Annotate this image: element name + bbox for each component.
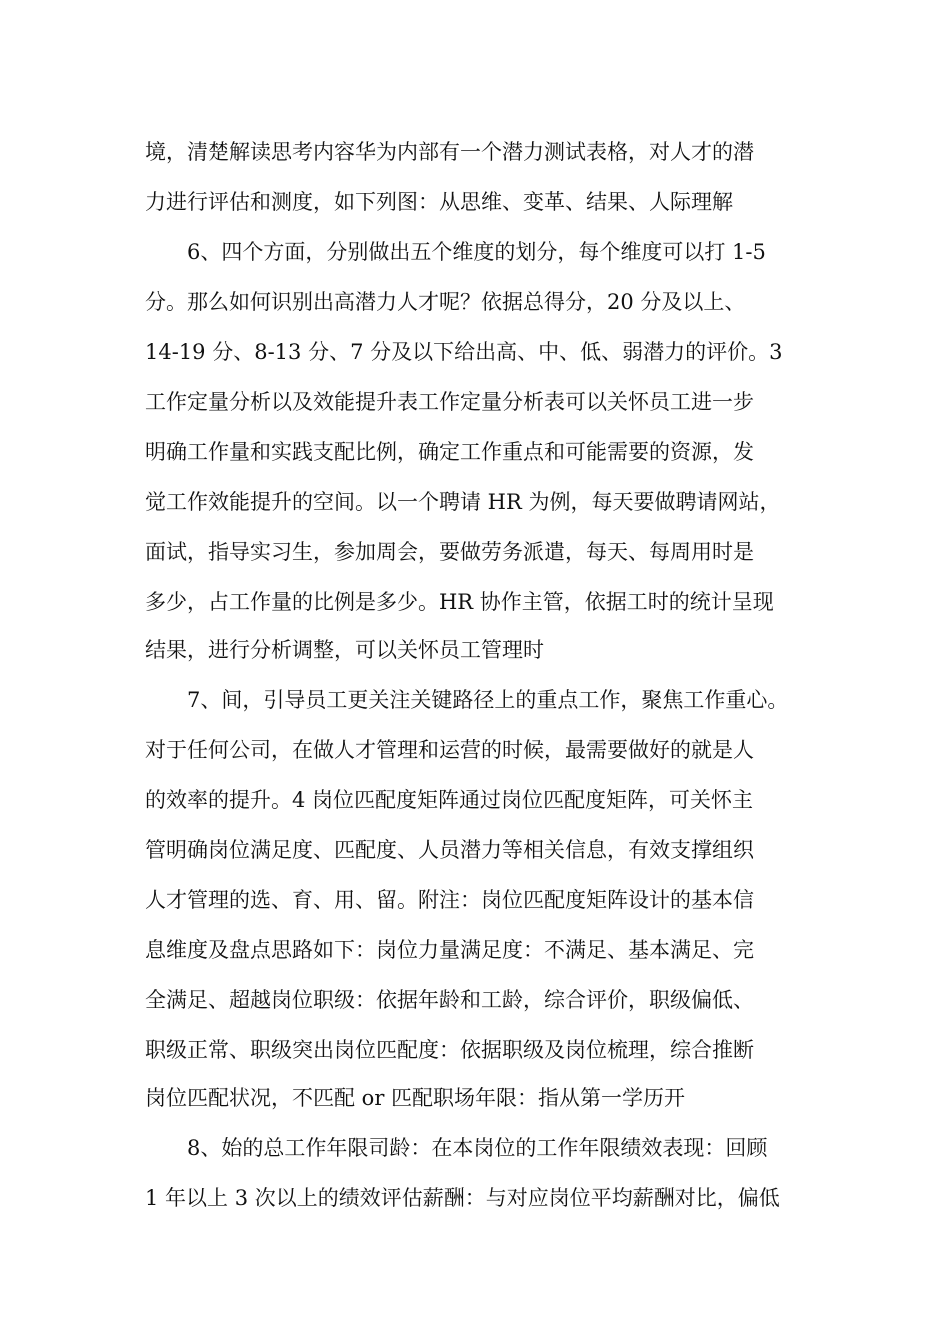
text-line-10: 多少，占工作量的比例是多少。HR 协作主管，依据工时的统计呈现 xyxy=(145,590,774,614)
text-line-14: 的效率的提升。4 岗位匹配度矩阵通过岗位匹配度矩阵，可关怀主 xyxy=(145,788,754,812)
text-line-5: 14-19 分、8-13 分、7 分及以下给出高、中、低、弱潜力的评价。3 xyxy=(145,340,783,364)
text-line-7: 明确工作量和实践支配比例，确定工作重点和可能需要的资源，发 xyxy=(145,440,754,464)
text-line-13: 对于任何公司，在做人才管理和运营的时候，最需要做好的就是人 xyxy=(145,738,754,762)
paragraph-8-start-line: 8、始的总工作年限司龄：在本岗位的工作年限绩效表现：回顾 xyxy=(187,1136,768,1160)
text-line-15: 管明确岗位满足度、匹配度、人员潜力等相关信息，有效支撑组织 xyxy=(145,838,754,862)
text-line-22: 1 年以上 3 次以上的绩效评估薪酬：与对应岗位平均薪酬对比，偏低 xyxy=(145,1186,780,1210)
text-line-6: 工作定量分析以及效能提升表工作定量分析表可以关怀员工进一步 xyxy=(145,390,754,414)
text-line-17: 息维度及盘点思路如下：岗位力量满足度：不满足、基本满足、完 xyxy=(145,938,754,962)
text-line-8: 觉工作效能提升的空间。以一个聘请 HR 为例，每天要做聘请网站， xyxy=(145,490,781,514)
text-line-11: 结果，进行分析调整，可以关怀员工管理时 xyxy=(145,638,544,662)
text-line-9: 面试，指导实习生，参加周会，要做劳务派遣，每天、每周用时是 xyxy=(145,540,754,564)
text-line-2: 力进行评估和测度，如下列图：从思维、变革、结果、人际理解 xyxy=(145,190,733,214)
text-line-1: 境，清楚解读思考内容华为内部有一个潜力测试表格，对人才的潜 xyxy=(145,140,754,164)
text-line-16: 人才管理的选、育、用、留。附注：岗位匹配度矩阵设计的基本信 xyxy=(145,888,754,912)
text-line-4: 分。那么如何识别出高潜力人才呢？依据总得分，20 分及以上、 xyxy=(145,290,746,314)
text-line-18: 全满足、超越岗位职级：依据年龄和工龄，综合评价，职级偏低、 xyxy=(145,988,754,1012)
text-line-20: 岗位匹配状况，不匹配 or 匹配职场年限：指从第一学历开 xyxy=(145,1086,686,1110)
paragraph-7-start-line: 7、间，引导员工更关注关键路径上的重点工作，聚焦工作重心。 xyxy=(187,688,789,712)
paragraph-6-start-line: 6、四个方面，分别做出五个维度的划分，每个维度可以打 1-5 xyxy=(187,240,766,264)
text-line-19: 职级正常、职级突出岗位匹配度：依据职级及岗位梳理，综合推断 xyxy=(145,1038,754,1062)
